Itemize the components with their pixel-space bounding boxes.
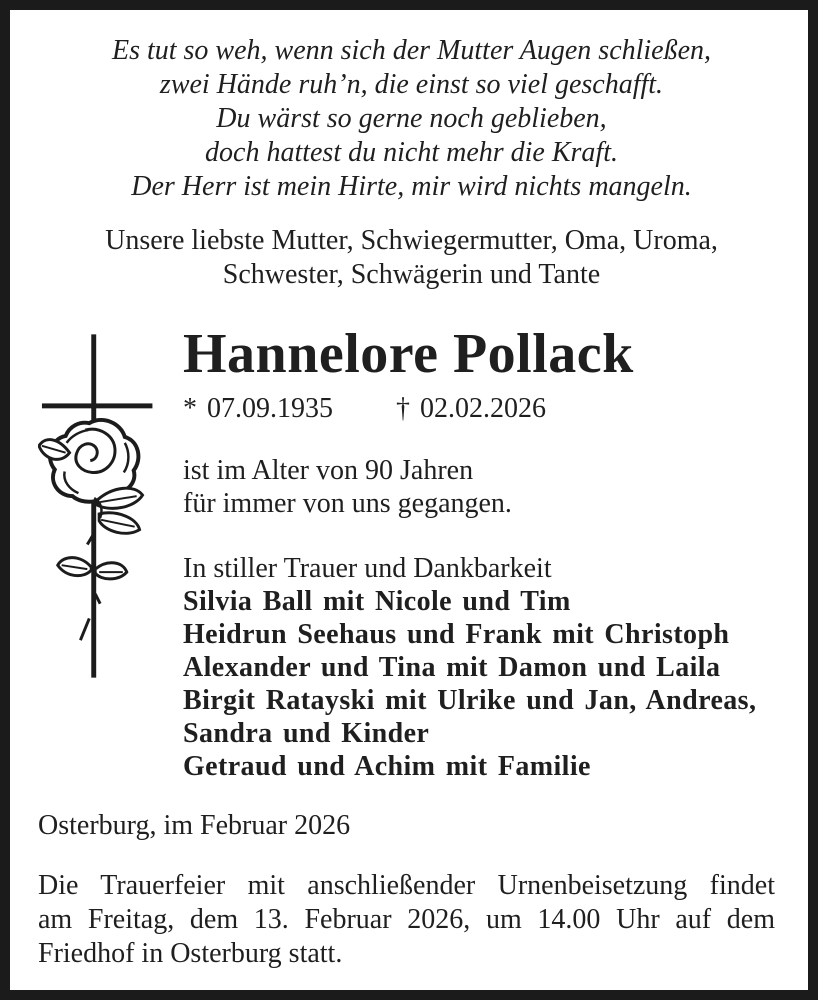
main-block	[38, 324, 785, 783]
mourner-name: Getraud und Achim mit Familie	[183, 751, 591, 782]
verse-line: doch hattest du nicht mehr die Kraft.	[205, 137, 618, 168]
memorial-verse	[38, 34, 785, 204]
mourner-name: Birgit Ratayski mit Ulrike und Jan, Andreas,	[183, 685, 757, 716]
birth-date	[183, 393, 333, 424]
mourning-intro: In stiller Trauer und Dankbarkeit	[183, 553, 552, 584]
relatives-intro-line: Unsere liebste Mutter, Schwiegermutter, Oma, Uroma,	[105, 225, 718, 256]
funeral-information	[38, 869, 775, 971]
funeral-info-line: Die Trauerfeier mit anschließender Urnenbeisetzung findet	[38, 870, 775, 901]
death-cross-symbol: †	[396, 393, 410, 424]
birth-date-value: 07.09.1935	[207, 393, 333, 424]
passing-announcement	[183, 454, 785, 520]
funeral-info-line: Friedhof in Osterburg statt.	[38, 938, 343, 969]
deceased-column	[183, 324, 785, 783]
relatives-intro	[38, 224, 785, 292]
birth-star-symbol: *	[183, 393, 197, 424]
mourner-name: Alexander und Tina mit Damon und Laila	[183, 652, 721, 683]
place-and-date: Osterburg, im Februar 2026	[38, 810, 351, 841]
verse-line: Es tut so weh, wenn sich der Mutter Augen schließen,	[111, 35, 712, 66]
cross-rose-figure	[38, 324, 183, 685]
life-dates	[183, 392, 785, 426]
verse-line: Du wärst so gerne noch geblieben,	[216, 103, 607, 134]
deceased-name: Hannelore Pollack	[183, 323, 634, 385]
death-date-value: 02.02.2026	[420, 393, 546, 424]
mourning-block	[183, 552, 785, 783]
death-date	[396, 393, 546, 424]
relatives-intro-line: Schwester, Schwägerin und Tante	[222, 259, 601, 290]
mourner-name: Sandra und Kinder	[183, 718, 430, 749]
verse-line: zwei Hände ruh’n, die einst so viel geschafft.	[159, 69, 664, 100]
funeral-info-line: am Freitag, dem 13. Februar 2026, um 14.00 Uhr auf dem	[38, 904, 775, 935]
announcement-line: für immer von uns gegangen.	[183, 488, 512, 519]
mourner-name: Silvia Ball mit Nicole und Tim	[183, 586, 571, 617]
mourner-name: Heidrun Seehaus und Frank mit Christoph	[183, 619, 730, 650]
verse-line: Der Herr ist mein Hirte, mir wird nichts mangeln.	[131, 171, 692, 202]
announcement-line: ist im Alter von 90 Jahren	[183, 455, 474, 486]
obituary-content	[10, 34, 808, 1000]
cross-rose-icon	[38, 332, 183, 680]
